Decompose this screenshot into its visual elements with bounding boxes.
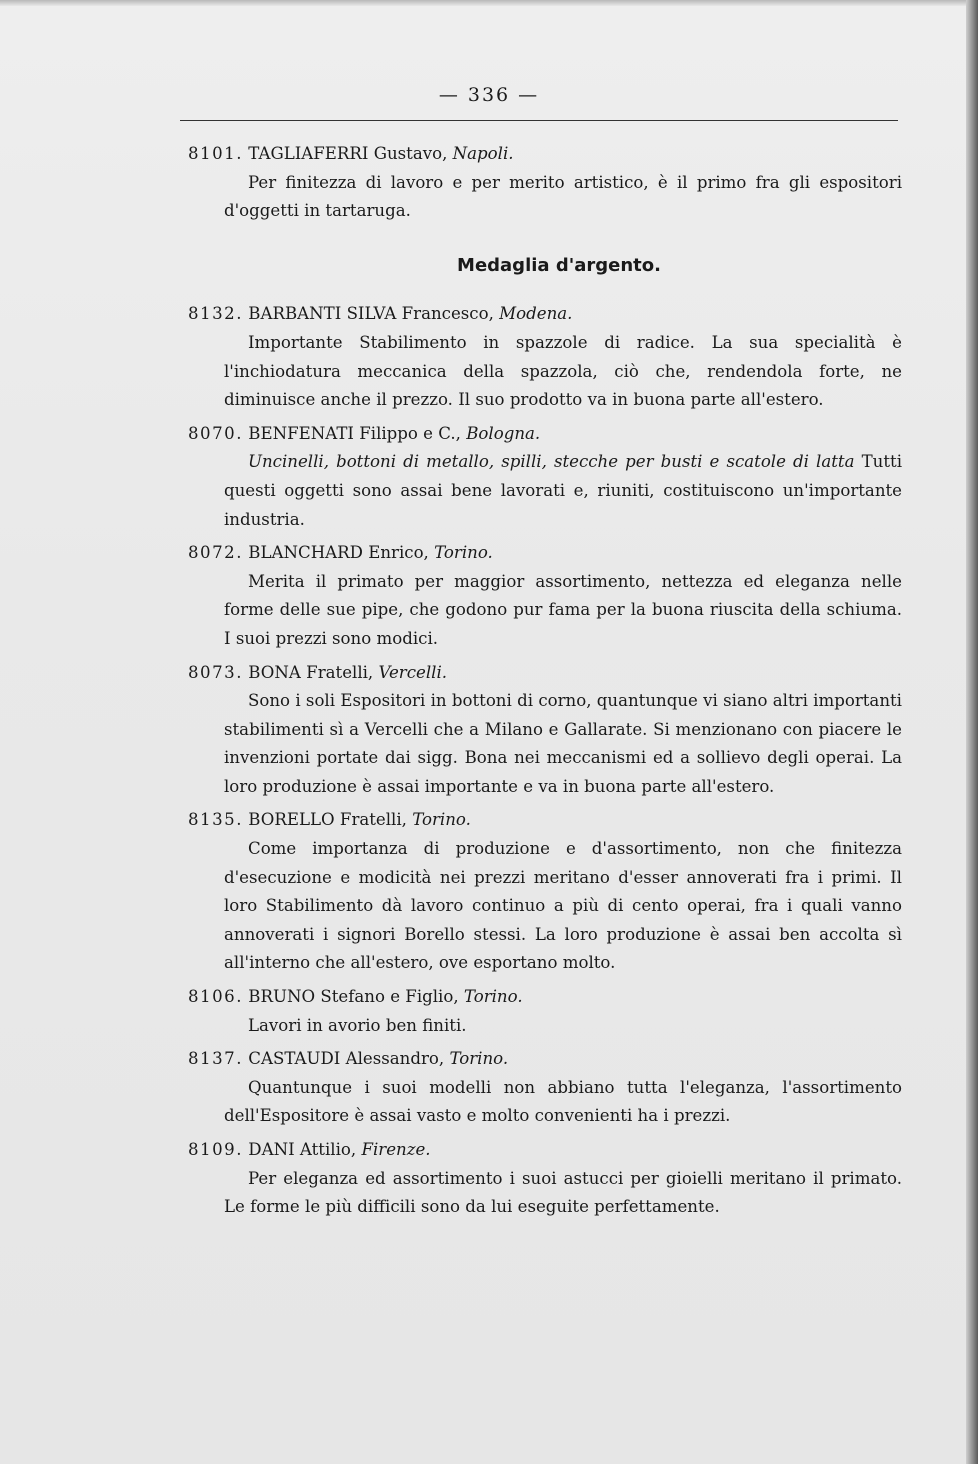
- entry-number: 8106.: [188, 987, 244, 1007]
- entry-heading: [176, 539, 902, 568]
- entry-place: Torino.: [463, 987, 523, 1007]
- entry-place: Vercelli.: [378, 662, 448, 682]
- entry-heading: [176, 420, 902, 449]
- entry-name: DANI Attilio,: [248, 1140, 357, 1159]
- page-body: [176, 140, 902, 1227]
- entry-heading: [176, 300, 902, 329]
- entry-name: CASTAUDI Alessandro,: [248, 1049, 445, 1069]
- entry-description: Merita il primato per maggior assortimento, nettezza ed eleganza nelle forme delle sue pipe, che godono pur fama per la buona riuscita della schiuma. I suoi prezzi sono modici.: [224, 571, 902, 648]
- entry-name: BENFENATI Filippo e C.,: [248, 423, 461, 443]
- entry-description: Sono i soli Espositori in bottoni di corno, quantunque vi siano altri importanti stabilimenti sì a Vercelli che a Milano e Gallarate. Si menzionano con piacere le invenzioni portate dai sigg. Bona nei meccanismi ed a sollievo degli operai. La loro produzione è assai importante e va in buona parte all'estero.: [224, 691, 902, 796]
- entry-number: 8135.: [188, 810, 244, 830]
- entry-description-italic: Uncinelli, bottoni di metallo, spilli, stecche per busti e scatole di latta: [248, 452, 855, 472]
- entry-place: Modena.: [499, 304, 573, 324]
- entry-number: 8073.: [188, 662, 244, 682]
- entry-description: Quantunque i suoi modelli non abbiano tutta l'eleganza, l'assortimento dell'Espositore è assai vasto e molto convenienti ha i prezzi.: [224, 1077, 902, 1126]
- entry-name: BARBANTI SILVA Francesco,: [248, 304, 494, 324]
- entry-heading: [176, 659, 902, 688]
- entry-8106: [176, 983, 902, 1040]
- entry-number: 8137.: [188, 1049, 244, 1069]
- entry-description: Per finitezza di lavoro e per merito artistico, è il primo fra gli espositori d'oggetti in tartaruga.: [224, 172, 902, 221]
- entry-heading: [176, 1045, 902, 1074]
- entry-place: Napoli.: [452, 144, 514, 163]
- entry-place: Torino.: [434, 543, 493, 563]
- scan-top-shadow: [0, 0, 978, 6]
- entry-name: BLANCHARD Enrico,: [248, 543, 429, 563]
- entry-8132: [176, 300, 902, 414]
- entry-description: Come importanza di produzione e d'assortimento, non che finitezza d'esecuzione e modicità nei prezzi meritano d'esser annoverati fra i primi. Il loro Stabilimento dà lavoro continuo a più di cento operai, fra i quali vanno annoverati i signori Borello stessi. La loro produzione è assai ben accolta sì all'interno che all'estero, ove esportano molto.: [224, 839, 902, 973]
- entry-heading: [176, 806, 902, 835]
- entry-heading: [176, 140, 902, 169]
- page-number: — 336 —: [438, 84, 540, 106]
- entry-8135: [176, 806, 902, 978]
- entry-name: BORELLO Fratelli,: [248, 810, 407, 830]
- entry-place: Torino.: [412, 810, 471, 830]
- entry-heading: [176, 983, 902, 1012]
- entry-8137: [176, 1045, 902, 1131]
- entry-place: Bologna.: [466, 423, 541, 443]
- entry-heading: [176, 1136, 902, 1165]
- entry-place: Torino.: [449, 1049, 509, 1069]
- entry-description: Importante Stabilimento in spazzole di radice. La sua specialità è l'inchiodatura meccanica della spazzola, ciò che, rendendola forte, ne diminuisce anche il prezzo. Il suo prodotto va in buona parte all'estero.: [224, 332, 902, 410]
- entry-8072: [176, 539, 902, 653]
- entry-description: Lavori in avorio ben finiti.: [248, 1015, 467, 1035]
- entry-number: 8101.: [188, 144, 244, 163]
- entry-8101: [176, 140, 902, 226]
- section-title: Medaglia d'argento.: [457, 254, 661, 276]
- entry-number: 8070.: [188, 423, 244, 443]
- entry-number: 8072.: [188, 543, 244, 563]
- entry-place: Firenze.: [361, 1140, 431, 1159]
- header-rule: [180, 120, 898, 121]
- scan-right-shadow: [966, 0, 978, 1464]
- entry-name: BONA Fratelli,: [248, 662, 374, 682]
- entry-name: BRUNO Stefano e Figlio,: [248, 987, 459, 1007]
- entry-number: 8132.: [188, 304, 244, 324]
- entry-8109: [176, 1136, 902, 1222]
- entry-description: Uncinelli, bottoni di metallo, spilli, stecche per busti e scatole di latta Tutti questi oggetti sono assai bene lavorati e, riuniti, costituiscono un'importante industria.: [224, 452, 903, 529]
- entry-number: 8109.: [188, 1140, 244, 1159]
- entry-8070: [176, 420, 902, 534]
- entry-description: Per eleganza ed assortimento i suoi astucci per gioielli meritano il primato. Le forme le più difficili sono da lui eseguite perfettamente.: [224, 1168, 902, 1217]
- entry-8073: [176, 659, 902, 802]
- entry-name: TAGLIAFERRI Gustavo,: [248, 144, 448, 163]
